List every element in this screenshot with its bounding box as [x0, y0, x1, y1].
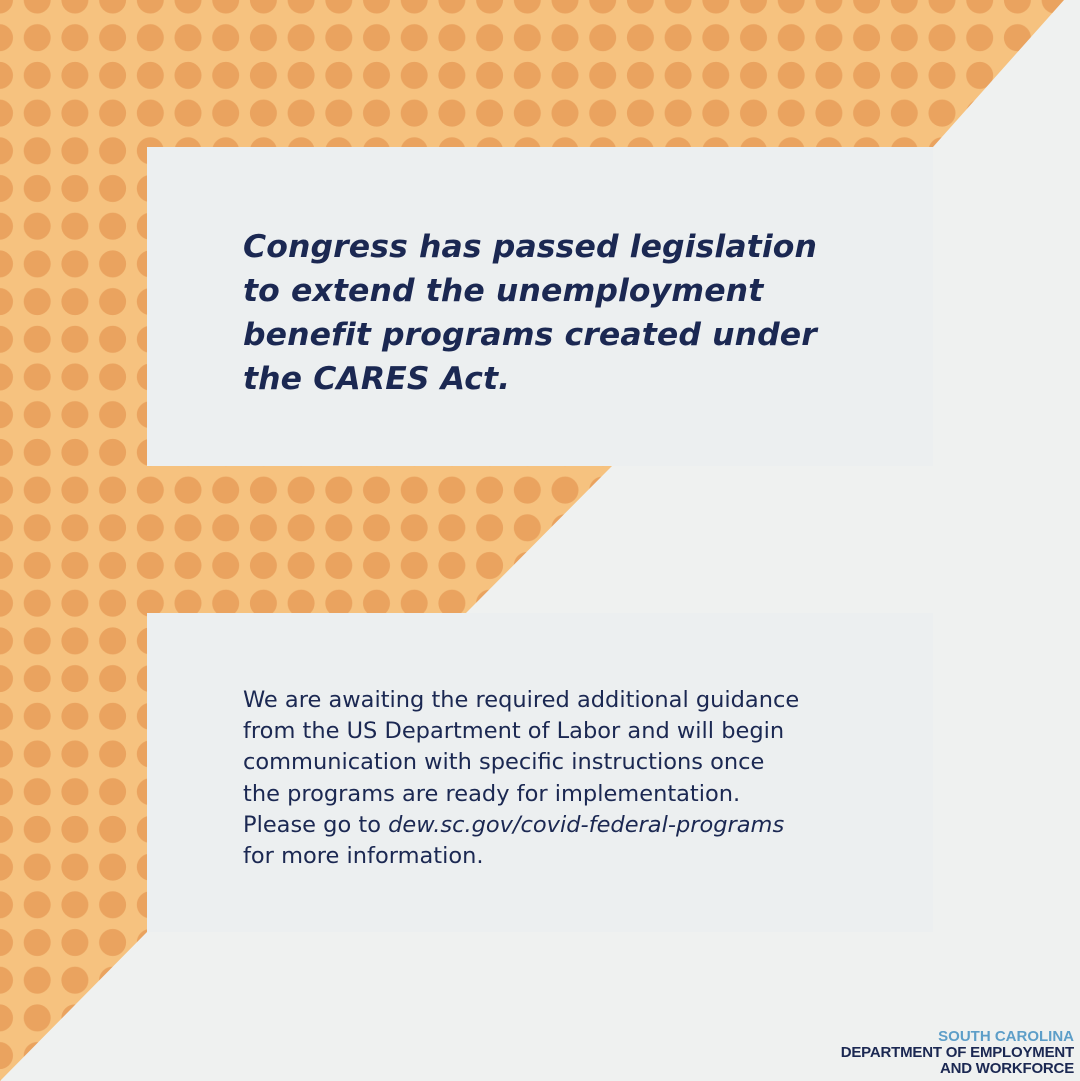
- headline-text: Congress has passed legislation to extend the unemployment benefit programs created under the CARES Act.: [243, 229, 818, 397]
- logo-workforce-line: AND WORKFORCE: [939, 1060, 1074, 1077]
- agency-logo: [841, 1029, 1074, 1077]
- headline-card: [147, 147, 933, 466]
- body-text: [243, 685, 883, 872]
- body-card: [147, 613, 933, 932]
- logo-state-name: SOUTH CAROLINA: [938, 1028, 1074, 1045]
- body-line-4: the programs are ready for implementation.: [243, 780, 741, 807]
- body-line-3: communication with specific instructions once: [243, 749, 765, 776]
- body-line-1: We are awaiting the required additional guidance: [243, 687, 800, 713]
- body-goto-prefix: Please go to: [243, 811, 389, 838]
- logo-department-line: DEPARTMENT OF EMPLOYMENT: [840, 1044, 1074, 1061]
- website-link[interactable]: dew.sc.gov/covid-federal-programs: [388, 811, 785, 838]
- body-line-2: from the US Department of Labor and will begin: [243, 718, 785, 745]
- body-suffix: for more information.: [243, 843, 484, 870]
